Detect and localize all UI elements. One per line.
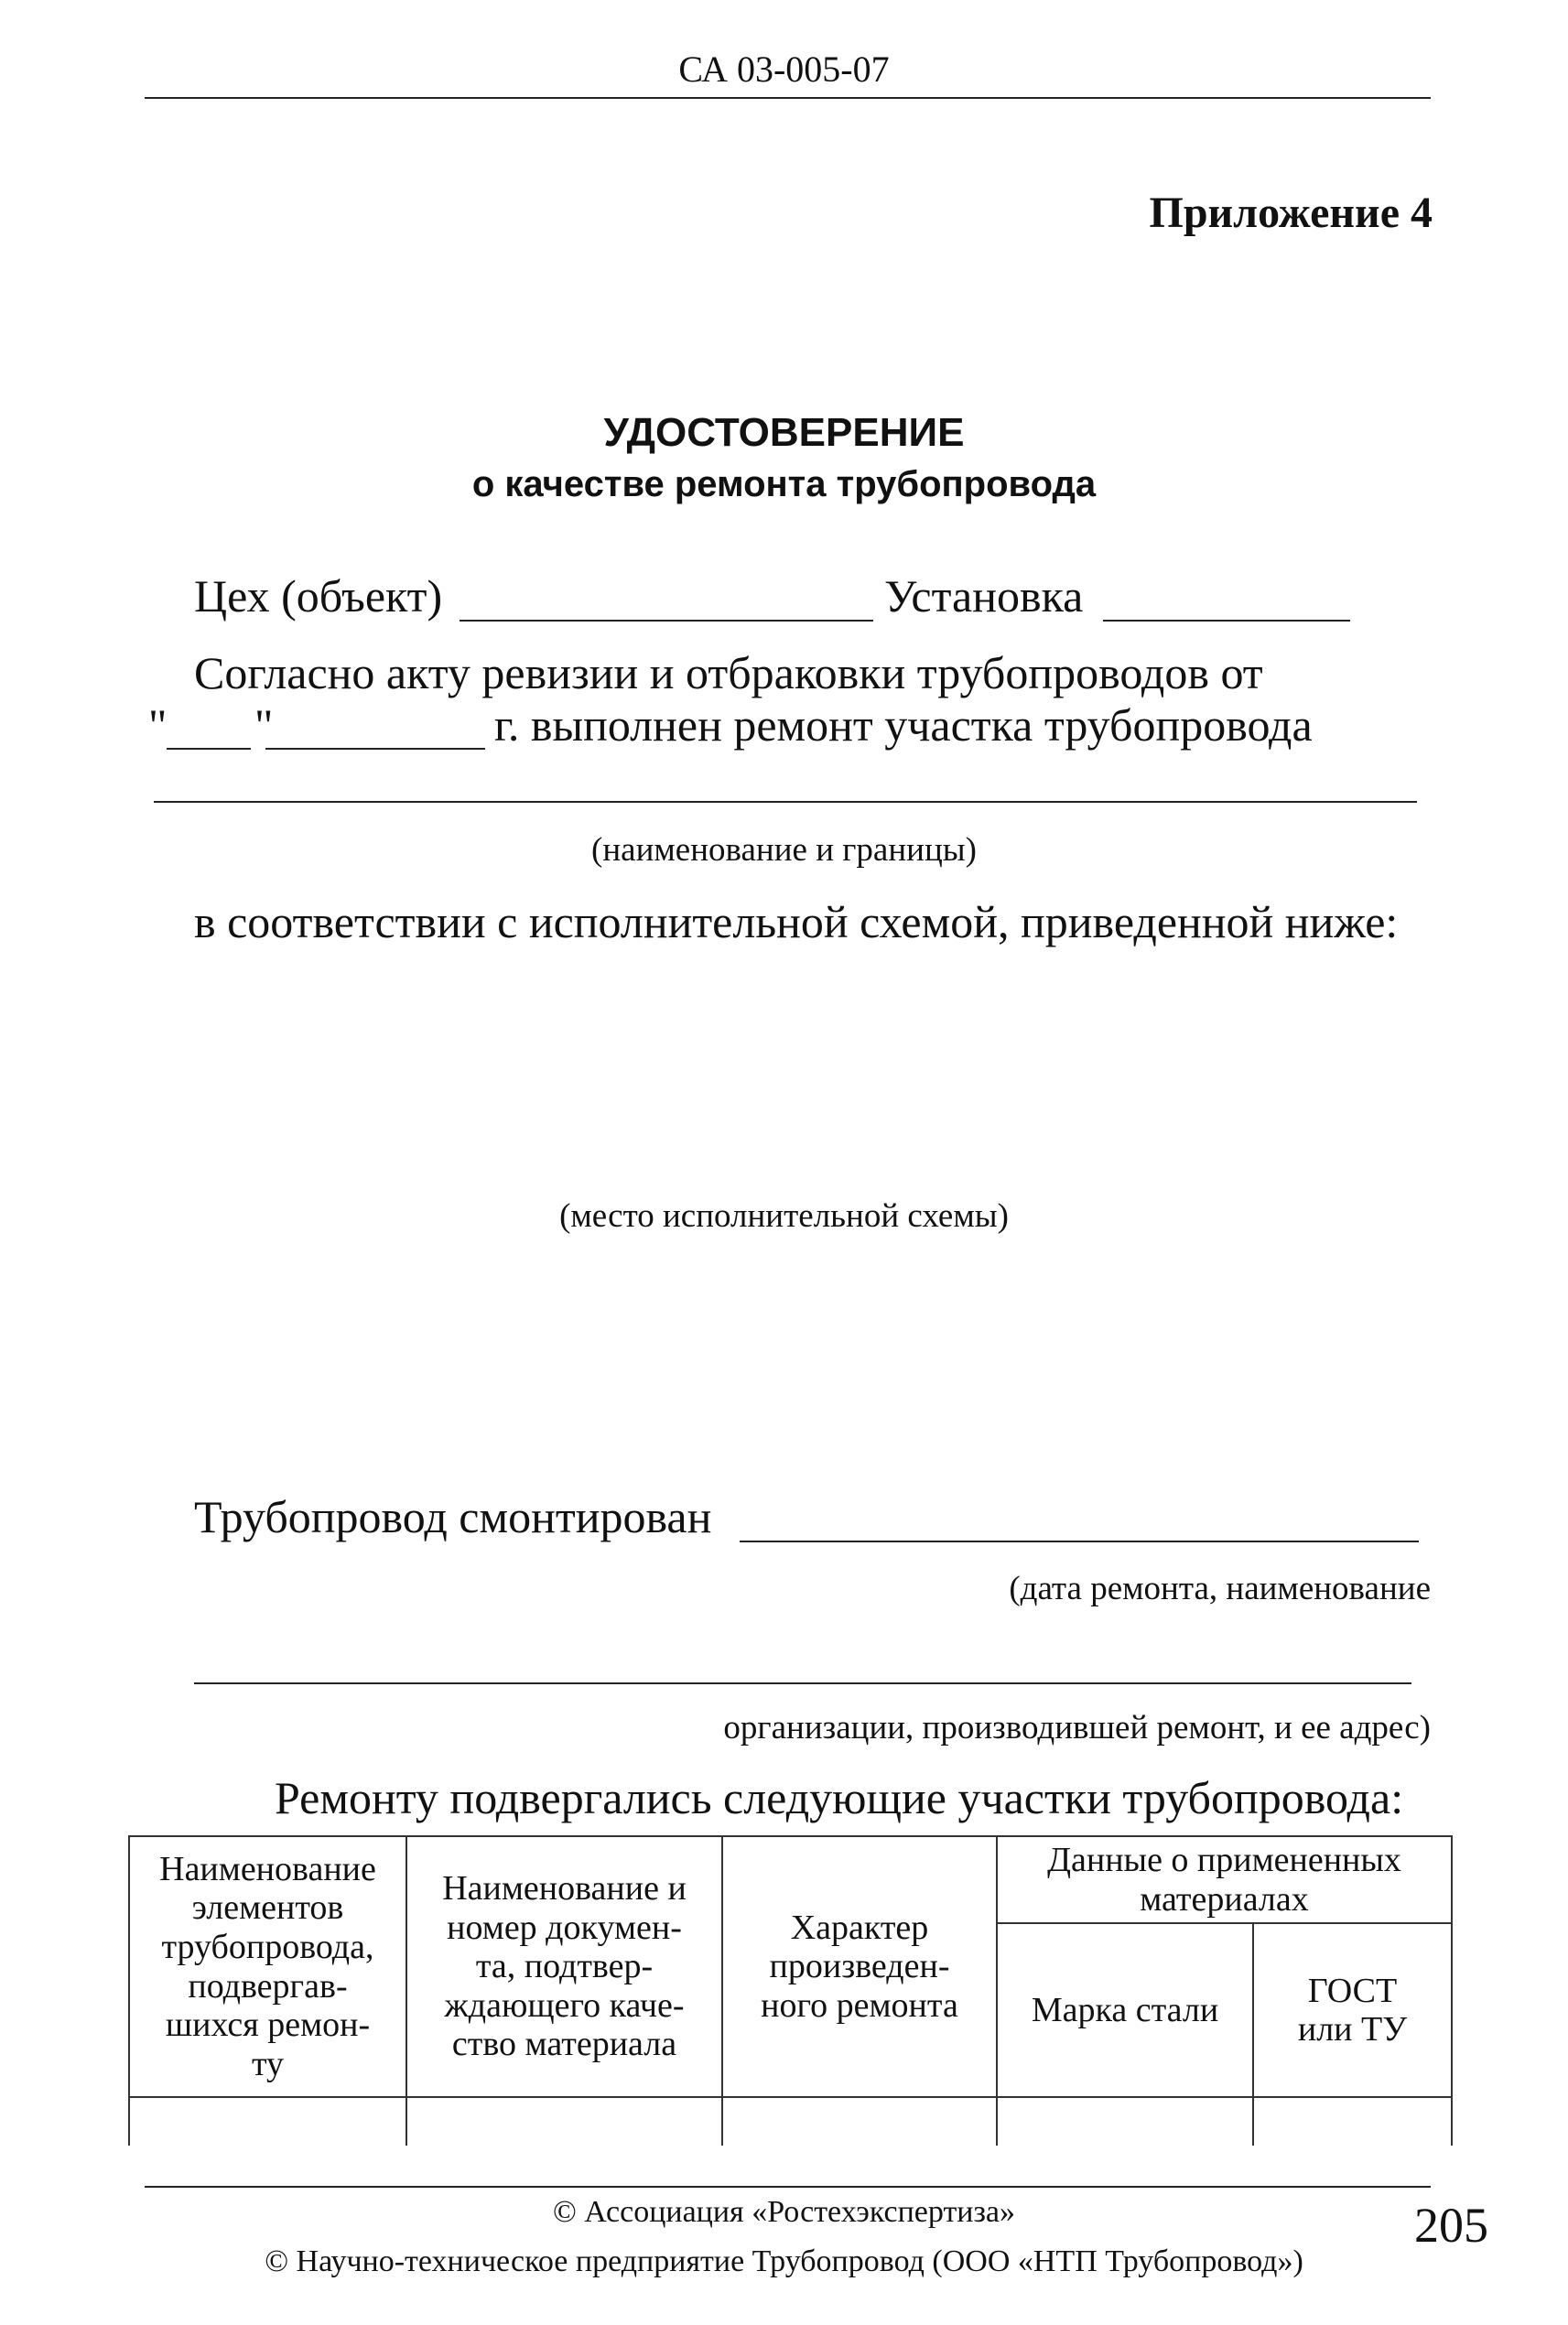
document-title: УДОСТОВЕРЕНИЕ [603,410,965,455]
date-quote-open: " [148,699,168,751]
repair-sections-table [128,1835,1453,2146]
date-day-field[interactable] [167,748,251,750]
table-cell[interactable] [1253,2097,1452,2146]
header-repair-type: Характер произведен- ного ремонта [722,1836,997,2097]
header-steel-grade: Марка стали [997,1923,1253,2097]
unit-field[interactable] [1103,620,1350,622]
date-quote-close: " [254,699,274,751]
footer-association: © Ассоциация «Ростехэкспертиза» [552,2195,1016,2229]
footer-enterprise: © Научно-техническое предприятие Трубопровод (ООО «НТП Трубопровод») [265,2244,1303,2278]
date-month-year-field[interactable] [265,748,485,750]
header-document: Наименование и номер докумен- та, подтвер- ждающего каче- ство материала [406,1836,722,2097]
table-cell[interactable] [129,2097,406,2146]
header-gost: ГОСТ или ТУ [1253,1923,1452,2097]
workshop-field[interactable] [460,620,873,622]
mounted-label: Трубопровод смонтирован [194,1491,712,1542]
header-rule [145,97,1431,99]
scheme-placeholder: (место исполнительной схемы) [559,1197,1009,1235]
header-element-name: Наименование элементов трубопровода, подвергав- шихся ремон- ту [129,1836,406,2097]
act-reference-text: Согласно акту ревизии и отбраковки трубопроводов от [194,647,1263,698]
table-row [129,2097,1452,2146]
document-subtitle: о качестве ремонта трубопровода [471,464,1097,504]
scheme-text: в соответствии с исполнительной схемой, приведенной ниже: [194,896,1399,947]
table-cell[interactable] [997,2097,1253,2146]
section-name-field[interactable] [154,801,1417,803]
document-code: СА 03-005-07 [678,49,890,90]
header-materials-group: Данные о примененных материалах [997,1836,1452,1923]
appendix-label: Приложение 4 [1149,189,1433,237]
page-number: 205 [1414,2198,1488,2253]
organization-hint: организации, производившей ремонт, и ее адрес) [723,1709,1431,1746]
name-bounds-hint: (наименование и границы) [591,831,977,869]
table-cell[interactable] [406,2097,722,2146]
organization-field[interactable] [194,1682,1411,1684]
repair-done-text: г. выполнен ремонт участка трубопровода [494,699,1313,751]
mounted-field[interactable] [740,1541,1419,1542]
table-cell[interactable] [722,2097,997,2146]
unit-label: Установка [884,570,1084,622]
workshop-label: Цех (объект) [194,570,443,622]
footer-rule [145,2186,1431,2188]
sections-heading: Ремонту подвергались следующие участки трубопровода: [275,1772,1404,1823]
repair-date-hint: (дата ремонта, наименование [1009,1570,1431,1607]
